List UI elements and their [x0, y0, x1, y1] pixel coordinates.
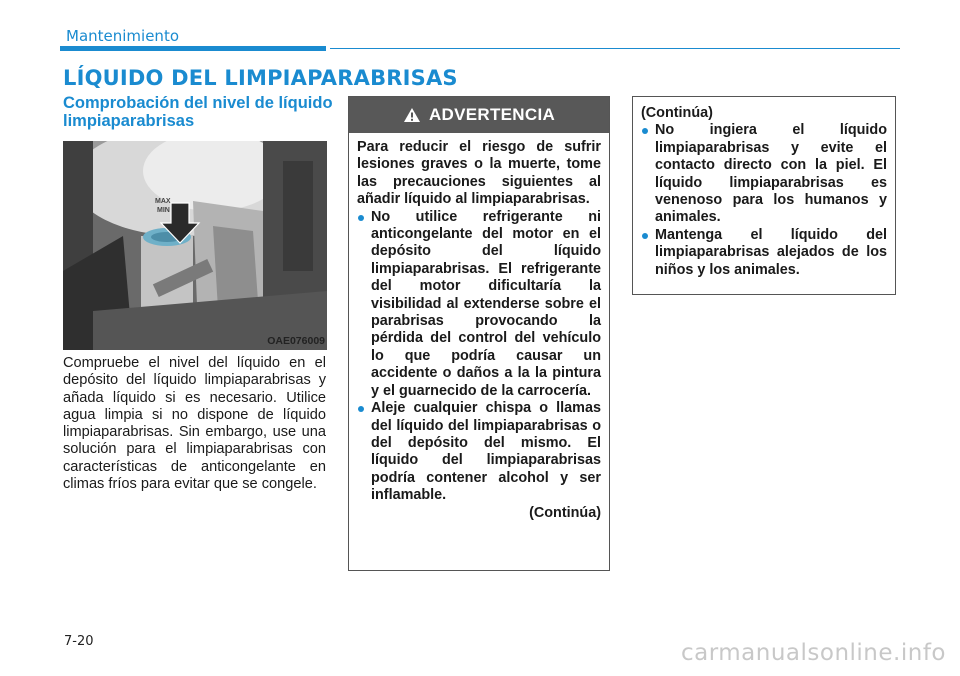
- page-title: LÍQUIDO DEL LIMPIAPARABRISAS: [63, 66, 458, 90]
- warning-bullet: Aleje cualquier chispa o llamas del líquido del limpiaparabrisas o del depósito del mismo. El líquido del limpiaparabrisas podría contener alcohol y ser inflamable.: [357, 400, 601, 504]
- engine-photo: [63, 141, 327, 350]
- warning-continues: (Continúa): [529, 504, 601, 521]
- warning-triangle-icon: [403, 107, 421, 123]
- continued-bullet: No ingiera el líquido limpiaparabrisas y evite el contacto directo con la piel. El líquido limpiaparabrisas es venenoso para los humanos y animales.: [641, 122, 887, 226]
- continued-heading: (Continúa): [641, 105, 713, 121]
- warning-bullet: No utilice refrigerante ni anticongelante del motor en el depósito del líquido limpiaparabrisas. El refrigerante del motor dificultaría la visibilidad al extenderse sobre el parabrisas provocando la pérdida del control del vehículo lo que podría causar un accidente o daños a la la pintura y el guarnecido de la carrocería.: [357, 209, 601, 400]
- warning-header-label: ADVERTENCIA: [428, 105, 556, 124]
- header-rule-thick: [60, 46, 326, 51]
- header-rule-thin: [330, 48, 900, 49]
- warning-intro: Para reducir el riesgo de sufrir lesiones graves o la muerte, tome las precauciones siguientes al añadir líquido al limpiaparabrisas.: [357, 139, 601, 208]
- warning-body: [349, 133, 609, 522]
- section-label: Mantenimiento: [66, 27, 179, 45]
- continued-bullet: Mantenga el líquido del limpiaparabrisas alejados de los niños y los animales.: [641, 227, 887, 279]
- reservoir-marks: MAX: [155, 198, 171, 205]
- watermark: carmanualsonline.info: [680, 640, 946, 666]
- photo-code: OAE076009: [267, 335, 325, 347]
- page-number: 7-20: [64, 634, 94, 649]
- subsection-title: Comprobación del nivel de líquido limpiaparabrisas: [63, 94, 333, 130]
- body-paragraph: Compruebe el nivel del líquido en el depósito del líquido limpiaparabrisas y añada líquido si es necesario. Utilice agua limpia si no dispone de líquido limpiaparabrisas. Sin embargo, use una solución para el limpiaparabrisas con características de anticongelante en climas fríos para evitar que se congele.: [63, 355, 326, 493]
- warning-header: [349, 97, 609, 133]
- svg-text:MIN: MIN: [157, 207, 170, 214]
- continued-box: [632, 96, 896, 295]
- warning-box: [348, 96, 610, 571]
